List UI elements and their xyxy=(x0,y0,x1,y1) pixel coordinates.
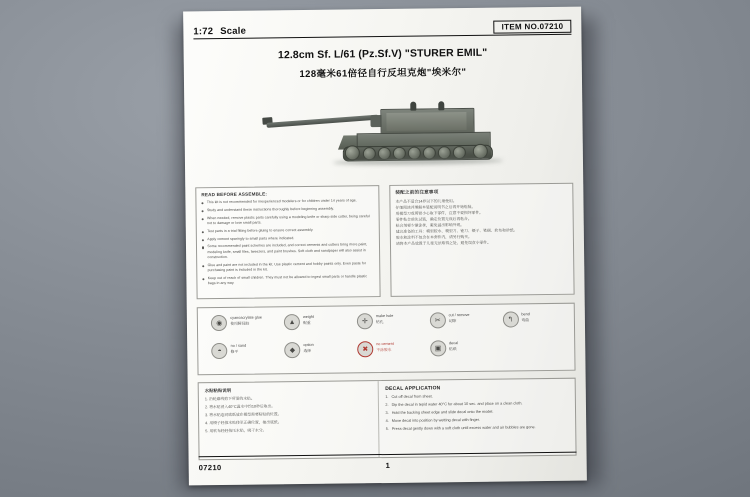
gun-barrel xyxy=(266,115,378,128)
legend-item xyxy=(212,342,270,359)
chinese-note-item: 胶水和涂料不包含在本套件内，请另行购买。 xyxy=(395,235,472,241)
legend-en: cut / remove xyxy=(448,312,470,318)
legend-text xyxy=(449,340,458,352)
warning-item xyxy=(202,274,374,287)
decal-icon xyxy=(430,340,446,356)
decal-english-step xyxy=(386,416,570,424)
decal-block xyxy=(198,378,577,461)
scale-block xyxy=(193,26,246,39)
chinese-notes-column xyxy=(389,183,574,297)
legend-text xyxy=(376,341,394,353)
legend-item xyxy=(430,340,488,357)
warning-item-text: Keep out of reach of small children. They must not be allowed to ingest small parts or handle plastic bags in any way. xyxy=(207,274,368,286)
legend-item xyxy=(430,312,488,329)
header xyxy=(193,17,571,40)
glue-icon xyxy=(211,315,227,331)
warning-item xyxy=(202,206,374,213)
title-chinese: 128毫米61倍径自行反坦克炮"埃米尔" xyxy=(299,66,467,81)
scale-value: 1:72 xyxy=(193,26,214,38)
bullet-icon xyxy=(202,247,204,249)
drill-hole-glyph: ✛ xyxy=(361,318,368,326)
warning-item-text: Apply cement sparingly to small parts where indicated. xyxy=(207,235,295,241)
legend-en: no / sand xyxy=(230,343,247,348)
warning-item-text: Glue and paint are not included in the kit. Use plastic cement and hobby paints only. Even paste for purchasing paint is included in the kit. xyxy=(207,261,367,273)
bullet-icon xyxy=(202,231,204,233)
decal-chinese-step: 1. 沿轮廓线剪下所需的水贴。 xyxy=(204,396,255,402)
instruction-sheet xyxy=(183,7,587,486)
legend-cn: 使用瞬间胶 xyxy=(230,321,250,326)
decal-chinese-panel xyxy=(199,381,380,459)
no-cement-icon xyxy=(357,341,373,357)
bullet-icon xyxy=(202,239,204,241)
drive-sprocket xyxy=(345,145,360,160)
decal-glyph: ▣ xyxy=(434,345,442,353)
legend-item xyxy=(211,314,269,331)
option-glyph: ◆ xyxy=(289,347,296,355)
sheet-content xyxy=(193,17,577,476)
idler-wheel xyxy=(473,144,488,159)
footer-page-number: 1 xyxy=(385,460,390,470)
option-icon xyxy=(284,342,300,358)
notes-columns xyxy=(195,183,574,300)
bend-icon xyxy=(502,311,518,327)
step-number: 4. xyxy=(385,418,389,423)
symbol-legend xyxy=(197,303,576,376)
no-sand-glyph: ◓ xyxy=(217,347,222,355)
step-text: Move decal into position by wetting decal with finger. xyxy=(391,417,481,423)
no-cement-glyph: ✖ xyxy=(362,346,369,354)
chinese-note-item: 请将本产品放置于儿童无法取得之处，避免误食小零件。 xyxy=(395,241,491,247)
weight-glyph: ▲ xyxy=(288,318,296,326)
road-wheel xyxy=(453,146,466,159)
step-number: 3. xyxy=(385,410,389,415)
warning-item-text: Some recommended paint schemes are included, and correct cements and cutters bring more paint, modeling knife, small files, tweezers, and paint brushes. Soft cloth and sandpaper will also assist in construction. xyxy=(207,242,368,260)
legend-text xyxy=(303,342,314,354)
drill-hole-icon xyxy=(357,313,373,329)
warning-column xyxy=(195,185,380,299)
decal-english-title: DECAL APPLICATION xyxy=(385,385,441,393)
decal-chinese-step: 3. 将水贴连同底纸放在模型需要粘贴的位置。 xyxy=(205,412,282,417)
footer-item-code: 07210 xyxy=(198,462,222,472)
warning-item-text: Study and understand these instructions thoroughly before beginning assembly. xyxy=(206,206,335,213)
legend-item xyxy=(284,342,342,359)
decal-english-step xyxy=(385,409,569,417)
footer xyxy=(199,452,577,476)
chinese-note-item: 粘合剂要少量涂抹，避免溢出影响外观。 xyxy=(395,223,465,229)
warning-item xyxy=(202,214,374,227)
warning-item xyxy=(201,198,373,205)
superstructure-side xyxy=(386,112,466,131)
legend-en: option xyxy=(303,342,314,348)
step-number: 2. xyxy=(385,402,389,407)
glue-glyph: ◉ xyxy=(216,319,223,328)
bullet-icon xyxy=(202,278,204,280)
road-wheel xyxy=(438,146,451,159)
legend-cn: 不涂胶水 xyxy=(376,347,392,353)
bullet-icon xyxy=(202,265,204,267)
legend-cn: 选择 xyxy=(303,348,312,353)
decal-english-step xyxy=(386,424,570,432)
scale-label: Scale xyxy=(220,25,247,37)
legend-text xyxy=(376,313,394,325)
decal-chinese-step: 5. 用软布轻轻按压水贴，吸干水分。 xyxy=(205,428,267,433)
step-number: 5. xyxy=(385,426,389,431)
step-text: Press decal gently down with a soft cloth until excess water and air bubbles are gone. xyxy=(391,424,536,431)
legend-cn: 钻孔 xyxy=(375,319,384,325)
cut-remove-glyph: ✂ xyxy=(434,317,441,325)
legend-item xyxy=(284,314,342,331)
legend-item xyxy=(357,313,415,330)
legend-text xyxy=(521,311,530,323)
warning-item-text: This kit is not recommended for inexperienced modelers or for children under 14 years of age. xyxy=(206,198,357,205)
legend-text xyxy=(230,315,262,327)
item-number-box: ITEM NO.07210 xyxy=(494,19,572,33)
legend-row-bottom xyxy=(204,339,568,371)
warning-item xyxy=(202,261,374,274)
legend-text xyxy=(449,312,470,324)
box-art-illustration xyxy=(194,83,573,180)
road-wheel xyxy=(363,147,376,160)
legend-en: no cement xyxy=(376,341,394,347)
crew-figure xyxy=(410,102,416,111)
decal-chinese-title: 水贴粘贴说明 xyxy=(204,387,232,394)
cut-remove-icon xyxy=(430,312,446,328)
chinese-note-item: 建议准备的工具：模型胶水、模型刀、锉刀、镊子、笔刷、软布和砂纸。 xyxy=(395,228,518,235)
bullet-icon xyxy=(202,218,204,220)
chinese-note-item: 仔细阅读并理解本装配说明书之后再开始组装。 xyxy=(395,204,476,210)
legend-item xyxy=(357,341,415,358)
step-text: Dip the decal in tepid water 40°C for about 10 sec. and place on a clean cloth. xyxy=(391,401,523,407)
bullet-icon xyxy=(201,202,203,204)
tank-drawing xyxy=(260,90,507,175)
legend-en: decal xyxy=(448,341,459,346)
legend-item-spacer xyxy=(503,339,561,340)
legend-cn: 配重 xyxy=(303,320,311,325)
legend-en: weight xyxy=(303,314,315,320)
legend-cn: 修平 xyxy=(230,349,239,354)
legend-row-top xyxy=(204,311,568,343)
decal-english-step xyxy=(385,401,569,409)
step-number: 1. xyxy=(385,394,389,400)
legend-cn: 弯曲 xyxy=(521,318,530,323)
step-text: Hold the backing sheet edge and slide decal onto the model. xyxy=(391,409,494,415)
bend-glyph: ↰ xyxy=(507,316,514,324)
legend-cn: 贴纸 xyxy=(449,347,457,352)
legend-text xyxy=(231,343,247,355)
warning-item xyxy=(202,227,374,234)
bullet-icon xyxy=(202,210,204,212)
weight-icon xyxy=(284,314,300,330)
legend-en: bend xyxy=(521,312,530,317)
legend-item xyxy=(502,311,560,328)
legend-en: make hole xyxy=(375,313,394,319)
decal-chinese-step: 2. 将水贴浸入40°C温水中约10秒后取出。 xyxy=(204,404,276,410)
chinese-note-item: 本产品不适合14岁以下的儿童使用。 xyxy=(395,199,457,204)
warning-item xyxy=(202,243,374,261)
legend-en: cyanoacrylate glue xyxy=(230,315,262,320)
crew-figure xyxy=(438,101,444,110)
decal-english-step xyxy=(385,393,569,401)
decal-english-panel xyxy=(379,379,575,457)
legend-cn: 切除 xyxy=(448,319,457,324)
warning-item xyxy=(202,235,374,242)
chinese-notes-title: 装配之前的注意事项 xyxy=(395,189,439,195)
step-text: Cut off decal from sheet. xyxy=(391,394,433,399)
legend-text xyxy=(303,314,314,326)
warning-title: READ BEFORE ASSEMBLE: xyxy=(201,191,268,198)
warning-item-text: Test parts in a trial fitting before gluing to ensure correct assembly. xyxy=(207,227,314,233)
chinese-note-item: 零件粘合前先试装，确定位置无误后再粘合。 xyxy=(395,217,472,223)
no-sand-icon xyxy=(212,343,228,359)
decal-chinese-step: 4. 用镊子轻推水贴移至正确位置，抽出底纸。 xyxy=(205,419,282,425)
chinese-note-item: 用模型刀或剪钳小心取下零件，注意不要损坏零件。 xyxy=(395,210,483,216)
title-english: 12.8cm Sf. L/61 (Pz.Sf.V) "STURER EMIL" xyxy=(277,46,488,62)
warning-item-text: When needed, remove plastic parts carefully using a modeling knife or sharp side cutter, being careful not to damage or lose small parts. xyxy=(207,213,370,226)
